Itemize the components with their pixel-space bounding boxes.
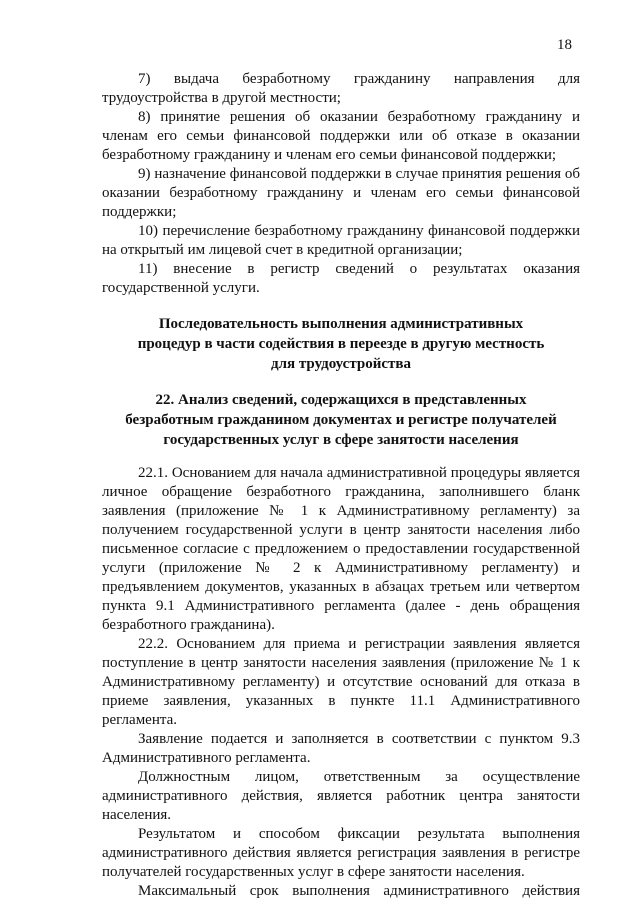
- subsection-heading-line: государственных услуг в сфере занятости населения: [163, 432, 519, 448]
- subsection-heading-line: 22. Анализ сведений, содержащихся в представленных: [155, 392, 527, 408]
- list-item: 7) выдача безработному гражданину направления для трудоустройства в другой местности;: [102, 71, 580, 106]
- section-heading-line: для трудоустройства: [271, 356, 411, 372]
- paragraph: Заявление подается и заполняется в соответствии с пунктом 9.3 Административного регламента.: [102, 731, 580, 766]
- subsection-heading-line: безработным гражданином документах и регистре получателей: [125, 412, 557, 428]
- list-item: 11) внесение в регистр сведений о результатах оказания государственной услуги.: [102, 261, 580, 296]
- paragraph: Результатом и способом фиксации результата выполнения административного действия является регистрация заявления в регистре получателей государственных услуг в сфере занятости населения.: [102, 826, 580, 880]
- subsection-heading: [102, 390, 580, 450]
- paragraph: Должностным лицом, ответственным за осуществление административного действия, является работник центра занятости населения.: [102, 769, 580, 823]
- paragraph: Максимальный срок выполнения административного действия: [138, 883, 580, 899]
- document-body: [102, 70, 580, 901]
- page-number: 18: [557, 37, 572, 53]
- section-heading-line: процедур в части содействия в переезде в другую местность: [137, 336, 545, 352]
- paragraph: 22.2. Основанием для приема и регистрации заявления является поступление в центр занятости населения заявления (приложение № 1 к Административному регламенту) и отсутствие оснований для отказа в приеме заявления, указанных в пункте 11.1 Административного регламента.: [102, 636, 580, 728]
- list-item: 9) назначение финансовой поддержки в случае принятия решения об оказании безработному гражданину и членам его семьи финансовой поддержки;: [102, 166, 580, 220]
- section-heading-line: Последовательность выполнения административных: [158, 316, 524, 332]
- list-item: 10) перечисление безработному гражданину финансовой поддержки на открытый им лицевой счет в кредитной организации;: [102, 223, 580, 258]
- list-item: 8) принятие решения об оказании безработному гражданину и членам его семьи финансовой поддержки или об отказе в оказании безработному гражданину и членам его семьи финансовой поддержки;: [102, 109, 580, 163]
- section-heading: [102, 314, 580, 374]
- paragraph: 22.1. Основанием для начала административной процедуры является личное обращение безработного гражданина, заполнившего бланк заявления (приложение № 1 к Административному регламенту) за получением государственной услуги в центр занятости населения либо письменное согласие с предложением о предоставлении государственной услуги (приложение № 2 к Административному регламенту) и предъявлением документов, указанных в абзацах третьем или четвертом пункта 9.1 Административного регламента (далее - день обращения безработного гражданина).: [102, 465, 580, 633]
